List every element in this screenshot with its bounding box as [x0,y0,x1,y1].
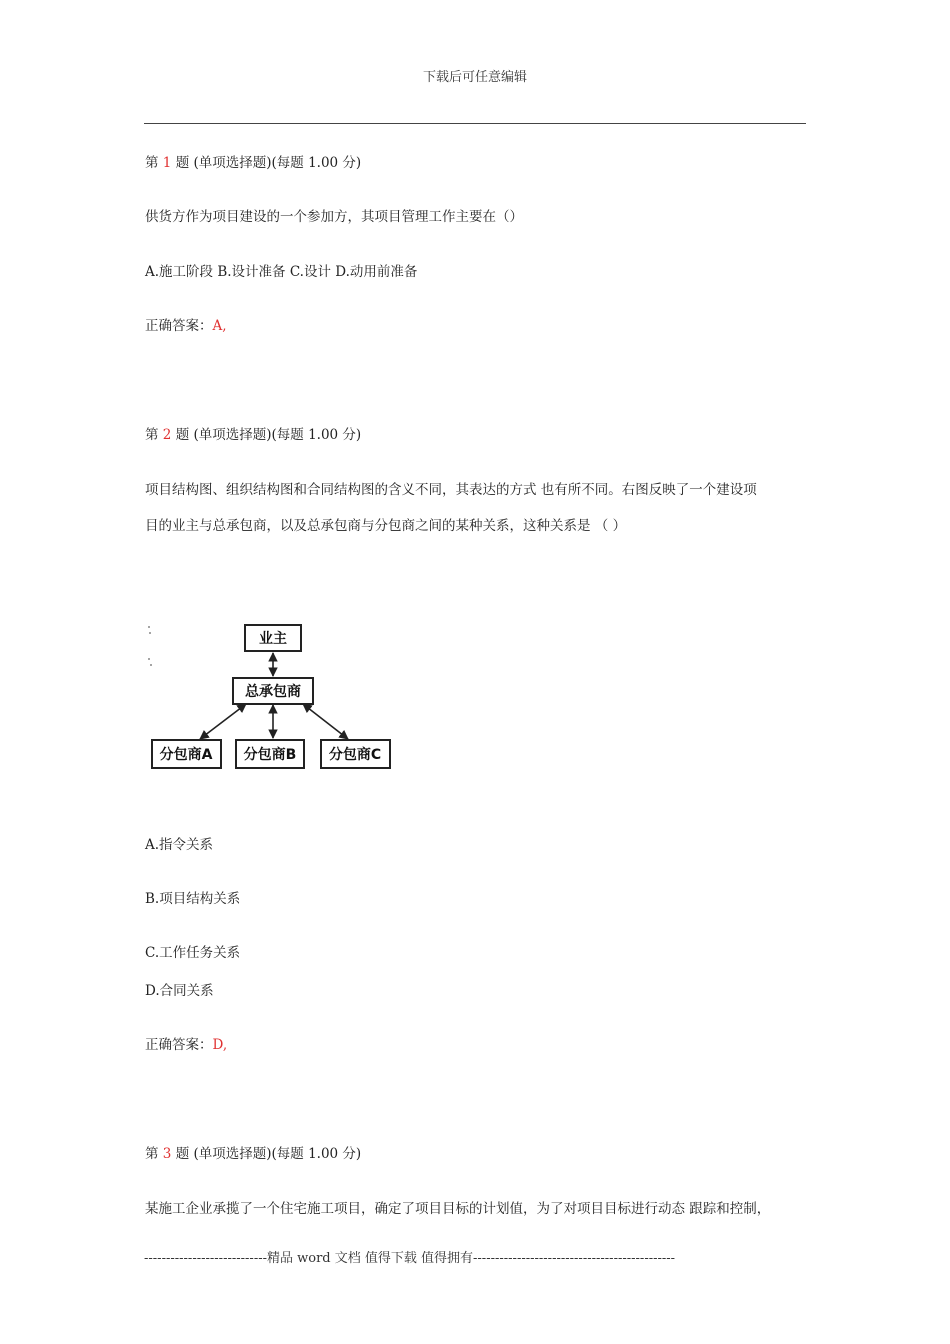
question-2-option-d: D.合同关系 [145,983,214,999]
question-1-answer [145,314,227,334]
question-2-stem-line-2: 目的业主与总承包商，以及总承包商与分包商之间的某种关系，这种关系是 （ ） [145,518,627,534]
question-2-answer [145,1033,227,1053]
question-type: 题 (单项选择题)(每题 1.00 分) [175,1146,362,1162]
subcontractor-b-label: 分包商B [243,747,297,763]
question-2-stem-line-1: 项目结构图、组织结构图和合同结构图的含义不同，其表达的方式 也有所不同。右图反映了一个建设项 [145,482,757,498]
question-1-stem: 供货方作为项目建设的一个参加方，其项目管理工作主要在（） [145,209,523,225]
answer-label: 正确答案： [145,1037,213,1053]
question-2-option-c: C.工作任务关系 [145,945,241,961]
subcontractor-b-node [236,740,304,768]
question-prefix: 第 [145,155,159,171]
answer-value: D, [212,1037,228,1053]
owner-label: 业主 [259,631,287,647]
question-2-heading [145,423,361,443]
footer-banner: ----------------------------精品 word 文档 值得下载 值得拥有---------------------------------------------- [144,1251,676,1266]
general-contractor-label: 总承包商 [245,684,301,700]
question-2-option-a: A.指令关系 [145,837,214,853]
answer-label: 正确答案： [145,318,213,334]
answer-value: A, [212,318,227,334]
scan-speck [148,626,150,628]
question-1-heading [145,151,361,171]
question-1-options: A.施工阶段 B.设计准备 C.设计 D.动用前准备 [145,264,418,280]
question-prefix: 第 [145,1146,159,1162]
question-type: 题 (单项选择题)(每题 1.00 分) [175,155,362,171]
question-number: 3 [162,1146,172,1162]
subcontractor-c-node [321,740,390,768]
owner-node [245,625,301,651]
header-divider [144,123,806,124]
question-prefix: 第 [145,427,159,443]
scan-speck [150,664,152,666]
question-2-option-b: B.项目结构关系 [145,891,241,907]
general-contractor-node [233,678,313,704]
scan-speck [148,658,150,660]
question-3-stem: 某施工企业承揽了一个住宅施工项目，确定了项目目标的计划值，为了对项目目标进行动态 跟踪和控制， [145,1201,771,1217]
question-type: 题 (单项选择题)(每题 1.00 分) [175,427,362,443]
subcontractor-a-node [152,740,221,768]
question-number: 2 [162,427,172,443]
contractor-sub-a-arrow [200,704,246,739]
subcontractor-c-label: 分包商C [328,747,382,763]
subcontractor-a-label: 分包商A [159,747,213,763]
question-3-heading [145,1142,361,1162]
contractor-sub-c-arrow [303,704,348,739]
contract-structure-diagram [143,615,403,780]
scan-speck [149,632,151,634]
question-number: 1 [162,155,172,171]
header-note: 下载后可任意编辑 [422,70,527,85]
